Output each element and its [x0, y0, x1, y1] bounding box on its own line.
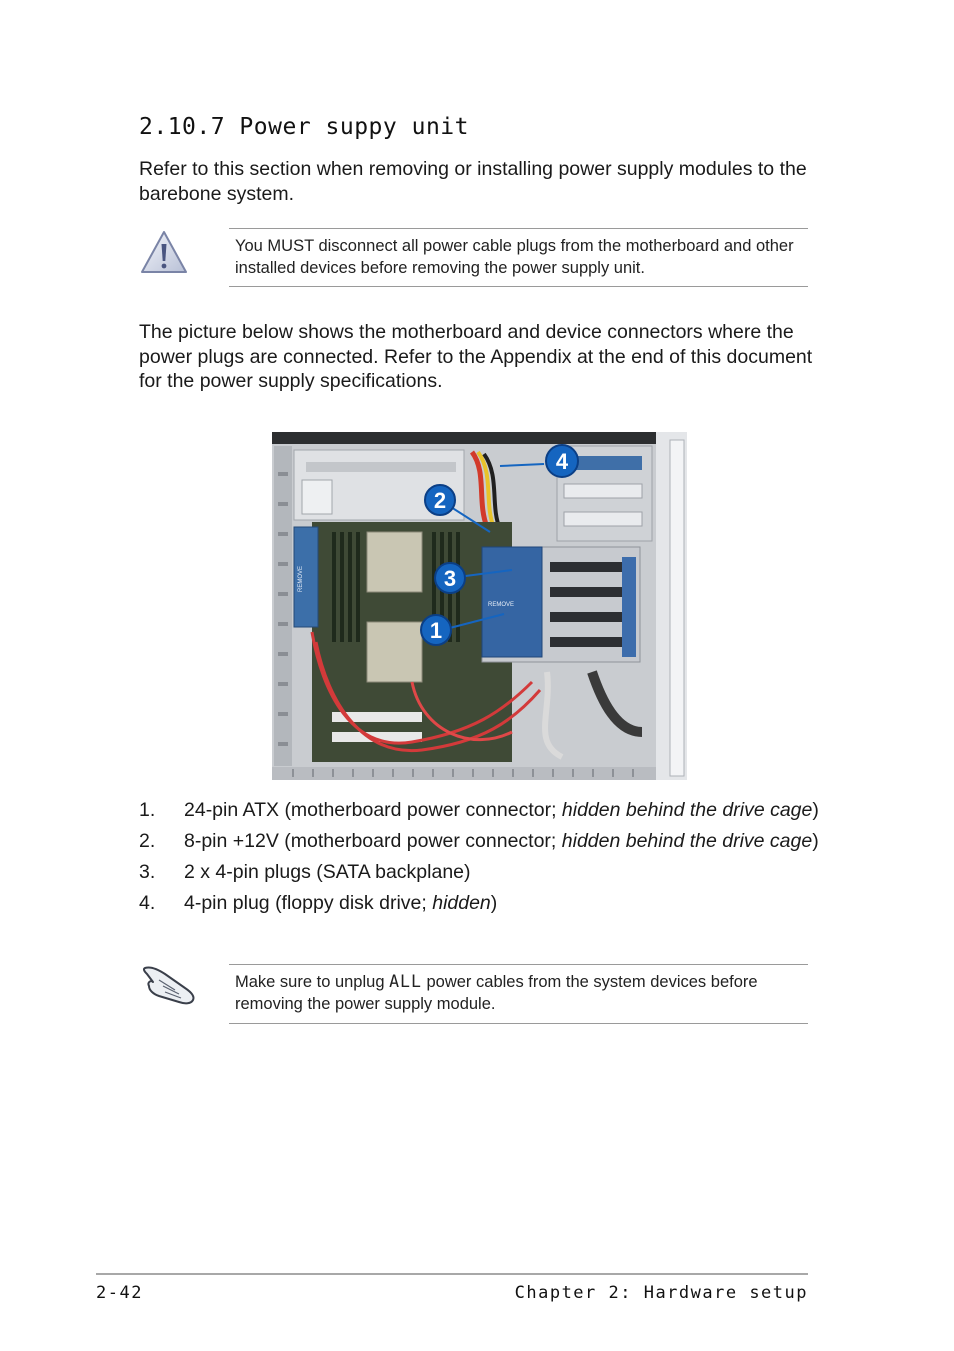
- footer-rule: [96, 1273, 808, 1275]
- list-item-after: ): [490, 892, 498, 914]
- note-text-after: power cables from the system devices before removing the power supply module.: [235, 973, 758, 1013]
- list-item-text: 8-pin +12V (motherboard power connector;: [184, 830, 562, 852]
- list-item-text: 2 x 4-pin plugs (SATA backplane): [184, 861, 471, 883]
- unplug-note: [229, 964, 808, 1024]
- chapter-title: Chapter 2: Hardware setup: [514, 1283, 808, 1303]
- list-item-italic: hidden behind the drive cage: [561, 830, 813, 852]
- list-item-number: 2.: [139, 830, 156, 852]
- list-item-italic: hidden: [432, 892, 491, 914]
- description-paragraph: The picture below shows the motherboard and device connectors where the power plugs are connected. Refer to the Appendix at the end of this document for the power supply specifications.: [139, 321, 813, 392]
- remove-label-left: REMOVE: [298, 565, 304, 592]
- warning-note: [229, 228, 808, 287]
- callout-3-label: 3: [443, 566, 457, 591]
- list-item-italic: hidden behind the drive cage: [561, 799, 813, 821]
- list-item-after: ): [812, 799, 819, 821]
- callout-2-label: 2: [433, 488, 447, 513]
- callout-4-label: 4: [555, 449, 569, 474]
- note-emphasis: ALL: [389, 972, 422, 991]
- hand-pointer-icon: [141, 960, 199, 1011]
- list-item-after: ): [812, 830, 819, 852]
- intro-paragraph: Refer to this section when removing or installing power supply modules to the barebone system.: [139, 158, 807, 205]
- list-item-number: 1.: [139, 799, 156, 821]
- list-item-text: 24-pin ATX (motherboard power connector;: [184, 799, 562, 821]
- list-item-text: 4-pin plug (floppy disk drive;: [184, 892, 433, 914]
- section-heading: 2.10.7 Power suppy unit: [139, 114, 469, 140]
- note-text-before: Make sure to unplug: [235, 973, 390, 991]
- chassis-figure: [272, 432, 687, 780]
- warning-text: You MUST disconnect all power cable plugs from the motherboard and other installed devices before removing the power supply unit.: [235, 237, 794, 277]
- warning-triangle-icon: [139, 229, 189, 280]
- list-item-number: 4.: [139, 892, 156, 914]
- page-number: 2-42: [96, 1283, 143, 1303]
- callout-1-label: 1: [429, 618, 443, 643]
- remove-label: REMOVE: [488, 602, 515, 608]
- list-item-number: 3.: [139, 861, 156, 883]
